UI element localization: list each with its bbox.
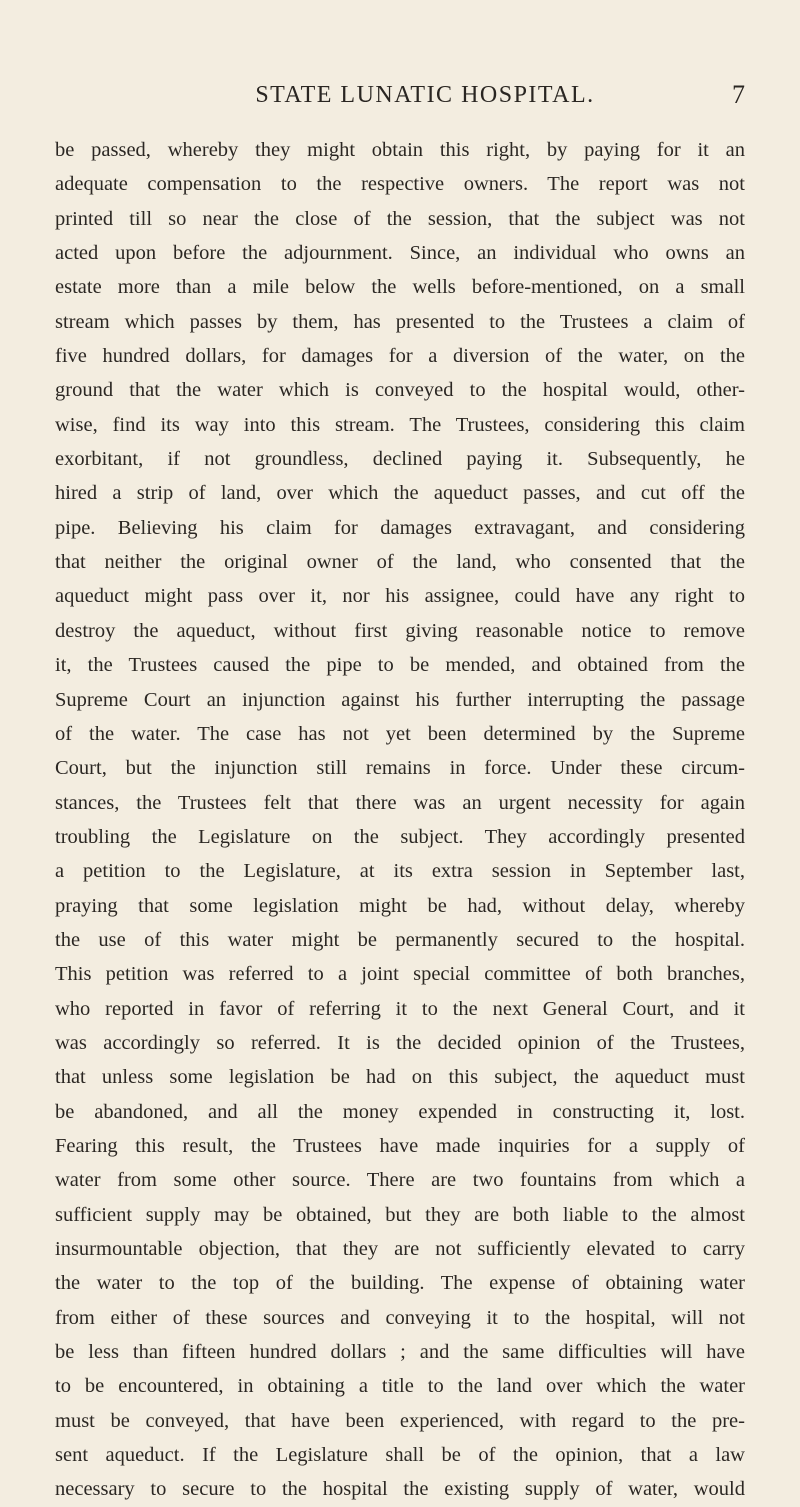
text-line: stream which passes by them, has presented to the Trustees a claim of (55, 310, 745, 333)
text-line: pipe. Believing his claim for damages extravagant, and considering (55, 516, 745, 539)
text-line: aqueduct might pass over it, nor his assignee, could have any right to (55, 585, 745, 608)
text-line: hired a strip of land, over which the aqueduct passes, and cut off the (55, 482, 745, 505)
text-line: stances, the Trustees felt that there was an urgent necessity for again (55, 791, 745, 814)
text-line: praying that some legislation might be had, without delay, whereby (55, 894, 745, 917)
text-line: estate more than a mile below the wells before-mentioned, on a small (55, 276, 745, 299)
text-line: necessary to secure to the hospital the existing supply of water, would (55, 1478, 745, 1501)
text-line: ground that the water which is conveyed to the hospital would, other- (55, 379, 745, 402)
text-line: Fearing this result, the Trustees have made inquiries for a supply of (55, 1134, 745, 1157)
text-line: it, the Trustees caused the pipe to be mended, and obtained from the (55, 654, 745, 677)
text-line: from either of these sources and conveying it to the hospital, will not (55, 1306, 745, 1329)
text-line: be abandoned, and all the money expended in constructing it, lost. (55, 1100, 745, 1123)
text-line: insurmountable objection, that they are not sufficiently elevated to carry (55, 1238, 745, 1260)
body-paragraph (55, 133, 745, 1507)
text-line: Supreme Court an injunction against his further interrupting the passage (55, 688, 745, 711)
text-line: a petition to the Legislature, at its extra session in September last, (55, 860, 745, 883)
text-line: must be conveyed, that have been experienced, with regard to the pre- (55, 1409, 745, 1432)
text-line: that neither the original owner of the land, who consented that the (55, 551, 745, 574)
running-head-title: STATE LUNATIC HOSPITAL. (255, 82, 595, 108)
text-line: five hundred dollars, for damages for a diversion of the water, on the (55, 345, 745, 368)
text-line: wise, find its way into this stream. The Trustees, considering this claim (55, 413, 745, 436)
text-line: exorbitant, if not groundless, declined paying it. Subsequently, he (55, 448, 745, 471)
text-line: be passed, whereby they might obtain this right, by paying for it an (55, 139, 745, 161)
text-line: troubling the Legislature on the subject. They accordingly presented (55, 825, 745, 848)
text-line: destroy the aqueduct, without first giving reasonable notice to remove (55, 619, 745, 642)
text-line: that unless some legislation be had on this subject, the aqueduct must (55, 1066, 745, 1089)
text-line: of the water. The case has not yet been determined by the Supreme (55, 722, 745, 745)
running-head (145, 80, 745, 120)
text-line: water from some other source. There are two fountains from which a (55, 1169, 745, 1192)
text-line: Court, but the injunction still remains in force. Under these circum- (55, 757, 745, 780)
text-line: printed till so near the close of the session, that the subject was not (55, 207, 745, 230)
text-line: sufficient supply may be obtained, but they are both liable to the almost (55, 1203, 745, 1226)
text-line: be less than fifteen hundred dollars ; and the same difficulties will have (55, 1341, 745, 1364)
text-line: the use of this water might be permanently secured to the hospital. (55, 928, 745, 951)
page-number: 7 (732, 80, 745, 109)
text-line: This petition was referred to a joint special committee of both branches, (55, 963, 745, 986)
text-line: acted upon before the adjournment. Since, an individual who owns an (55, 242, 745, 265)
text-line: was accordingly so referred. It is the decided opinion of the Trustees, (55, 1031, 745, 1054)
text-line: sent aqueduct. If the Legislature shall be of the opinion, that a law (55, 1444, 745, 1467)
text-line: the water to the top of the building. The expense of obtaining water (55, 1272, 745, 1295)
text-line: adequate compensation to the respective owners. The report was not (55, 173, 745, 196)
text-line: who reported in favor of referring it to the next General Court, and it (55, 997, 745, 1020)
text-line: to be encountered, in obtaining a title to the land over which the water (55, 1375, 745, 1398)
